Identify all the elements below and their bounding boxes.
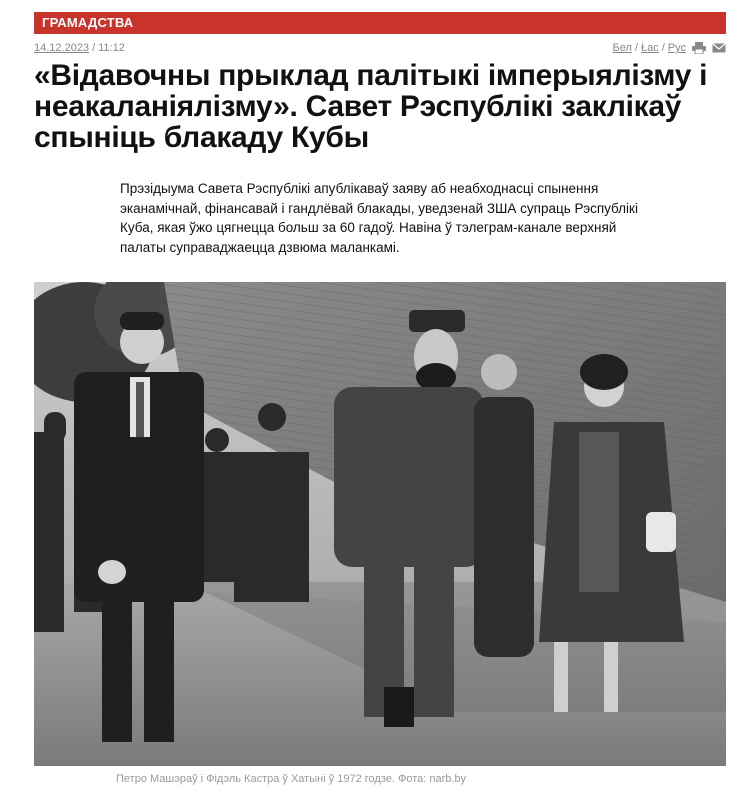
publish-time: 11:12 — [98, 42, 125, 54]
lang-separator: / — [661, 42, 665, 54]
lang-link-rus[interactable]: Рус — [667, 42, 686, 54]
article-meta — [34, 40, 726, 56]
mail-icon[interactable] — [712, 42, 726, 54]
printer-icon[interactable] — [692, 42, 706, 54]
publish-date: 14.12.2023 — [34, 42, 90, 54]
article-photo — [34, 282, 726, 766]
article-lead: Прэзідыума Савета Рэспублікі апублікаваў заяву аб неабходнасці спынення эканамічнай, фінансавай і гандлёвай блакады, уведзенай ЗША супраць Рэспублікі Куба, якая ўжо цягнецца больш за 60 гадоў. Навіна ў тэлеграм-канале верхняй палаты суправаджаецца дзвюма маланкамі. — [120, 181, 638, 255]
publish-datetime — [34, 42, 125, 54]
lang-link-lac[interactable]: Łac — [640, 42, 659, 54]
language-switcher — [613, 42, 726, 54]
article-title: «Відавочны прыклад палітыкі імперыялізму і неакаланіялізму». Савет Рэспублікі заклікаў спыніць блакаду Кубы — [34, 59, 708, 154]
date-time-separator: / — [92, 42, 96, 54]
lang-link-bel[interactable]: Бел — [612, 42, 632, 54]
photo-caption: Петро Машэраў і Фідэль Кастра ў Хатыні ў 1972 годзе. Фота: narb.by — [116, 773, 467, 785]
section-label[interactable]: ГРАМАДСТВА — [34, 12, 726, 34]
lang-separator: / — [634, 42, 638, 54]
